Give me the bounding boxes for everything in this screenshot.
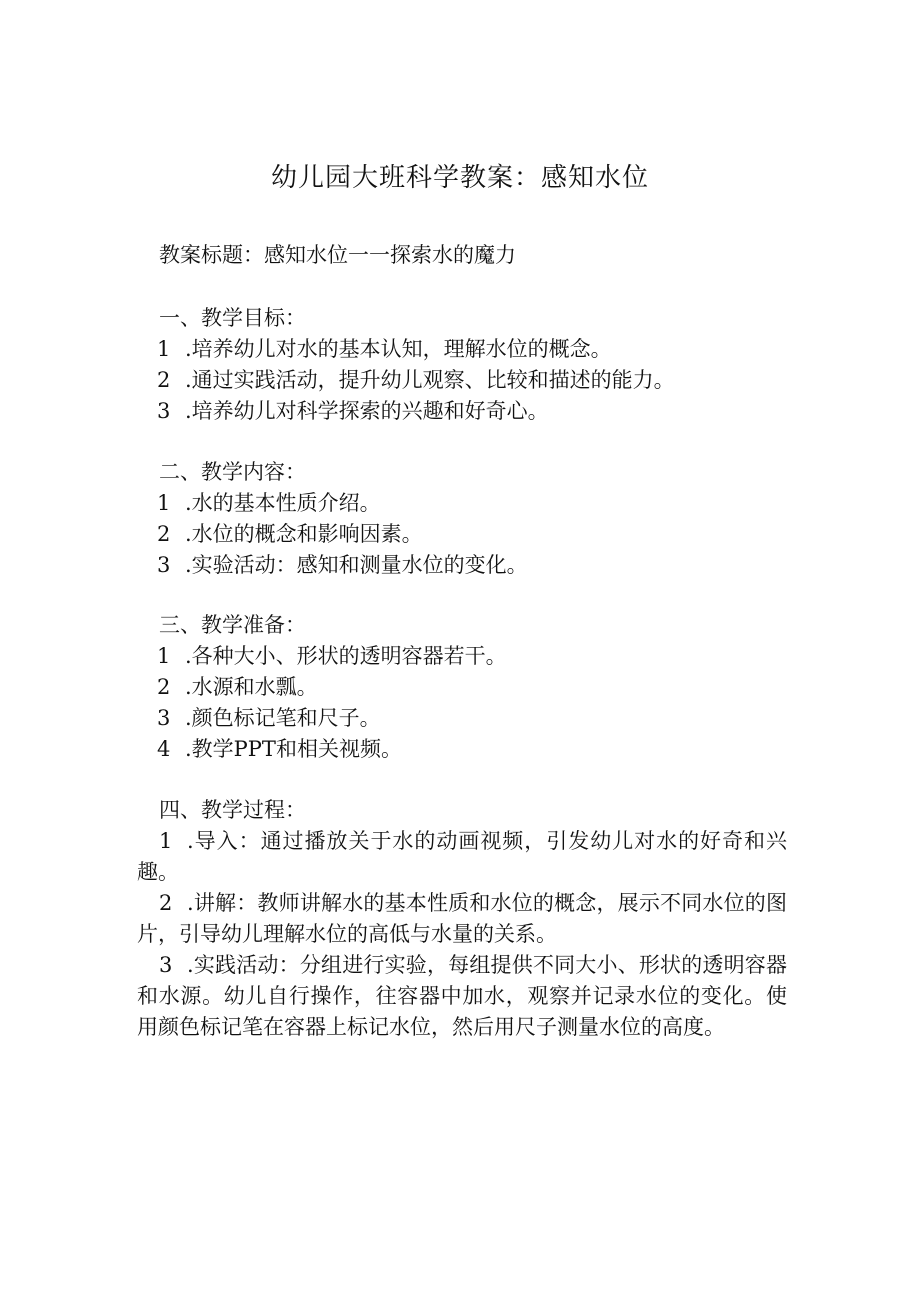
item-text: .培养幼儿对水的基本认知，理解水位的概念。 <box>185 337 612 361</box>
item-text: .导入：通过播放关于水的动画视频，引发幼儿对水的好奇和兴趣。 <box>137 829 787 884</box>
process-paragraph <box>137 826 787 888</box>
section-heading: 一、教学目标： <box>159 306 306 330</box>
section-process <box>137 795 787 1043</box>
list-item <box>157 396 675 427</box>
item-number: 2 <box>157 522 171 546</box>
section-objectives <box>159 303 675 427</box>
item-text: .讲解：教师讲解水的基本性质和水位的概念，展示不同水位的图片，引导幼儿理解水位的高低与水量的关系。 <box>137 891 787 946</box>
item-number: 1 <box>159 829 173 853</box>
item-number: 3 <box>157 399 171 423</box>
item-number: 2 <box>157 368 171 392</box>
item-text: .教学PPT和相关视频。 <box>185 737 402 761</box>
item-text: .实验活动：感知和测量水位的变化。 <box>185 553 528 577</box>
section-content <box>159 457 528 581</box>
list-item <box>157 550 528 581</box>
list-item <box>157 703 507 734</box>
section-preparation <box>159 610 507 765</box>
item-text: .颜色标记笔和尺子。 <box>185 706 381 730</box>
list-item <box>157 488 528 519</box>
section-heading: 二、教学内容： <box>159 460 306 484</box>
list-item <box>157 734 507 765</box>
item-number: 2 <box>159 891 173 915</box>
item-text: .水位的概念和影响因素。 <box>185 522 423 546</box>
document-title: 幼儿园大班科学教案：感知水位 <box>270 163 649 193</box>
item-text: .各种大小、形状的透明容器若干。 <box>185 644 507 668</box>
item-text: .通过实践活动，提升幼儿观察、比较和描述的能力。 <box>185 368 675 392</box>
item-number: 1 <box>157 337 171 361</box>
process-paragraph <box>137 950 787 1043</box>
item-number: 3 <box>157 553 171 577</box>
list-item <box>157 641 507 672</box>
item-text: .培养幼儿对科学探索的兴趣和好奇心。 <box>185 399 549 423</box>
item-number: 2 <box>157 675 171 699</box>
item-number: 3 <box>159 953 173 977</box>
lesson-title: 教案标题：感知水位一一探索水的魔力 <box>159 243 516 267</box>
item-number: 4 <box>157 737 171 761</box>
section-heading: 三、教学准备： <box>159 613 306 637</box>
list-item <box>157 365 675 396</box>
item-number: 3 <box>157 706 171 730</box>
list-item <box>157 672 507 703</box>
list-item <box>157 334 675 365</box>
process-paragraph <box>137 888 787 950</box>
list-item <box>157 519 528 550</box>
item-text: .水源和水瓢。 <box>185 675 318 699</box>
item-text: .实践活动：分组进行实验，每组提供不同大小、形状的透明容器和水源。幼儿自行操作，往容器中加水，观察并记录水位的变化。使用颜色标记笔在容器上标记水位，然后用尺子测量水位的高度。 <box>137 953 787 1039</box>
section-heading: 四、教学过程： <box>159 798 306 822</box>
item-text: .水的基本性质介绍。 <box>185 491 381 515</box>
item-number: 1 <box>157 644 171 668</box>
item-number: 1 <box>157 491 171 515</box>
